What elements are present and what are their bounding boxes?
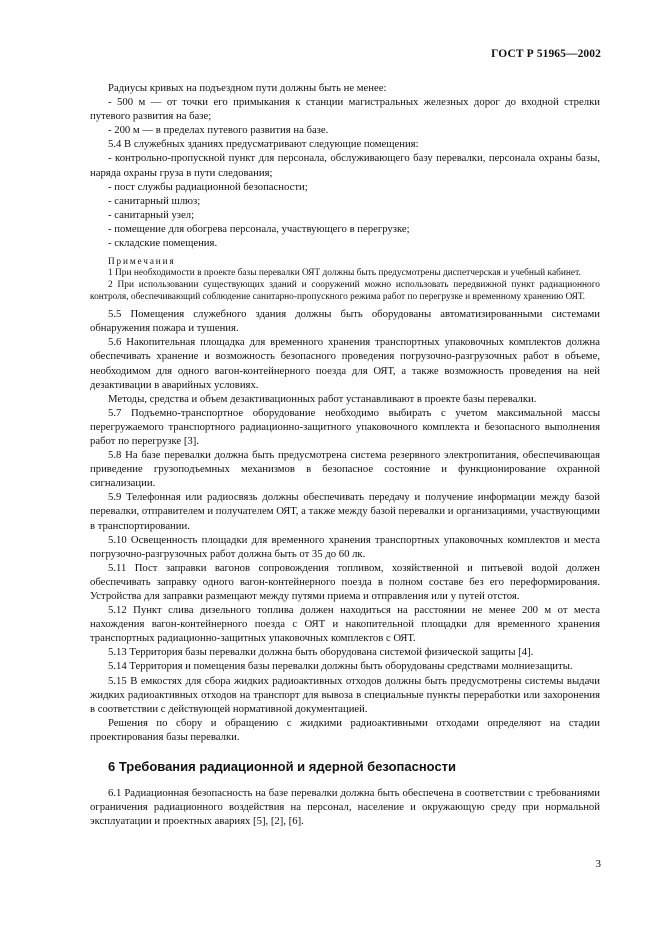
list-item: - 500 м — от точки его примыкания к станции магистральных железных дорог до входной стрелки путевого развития на базе; bbox=[90, 96, 600, 123]
paragraph: 5.5 Помещения служебного здания должны быть оборудованы автоматизированными системами обнаружения пожара и тушения. bbox=[90, 308, 600, 335]
list-item: - 200 м — в пределах путевого развития на базе. bbox=[108, 124, 329, 137]
paragraph: 5.12 Пункт слива дизельного топлива должен находиться на расстоянии не менее 200 м от места нахождения вагон-контейнерного поезда с ОЯТ и накопительной площадки для временного хранения транспортных радиационно-защитных упаковочных комплектов с ОЯТ. bbox=[90, 604, 600, 645]
list-item: - пост службы радиационной безопасности; bbox=[108, 180, 308, 193]
paragraph: Методы, средства и объем дезактивационных работ устанавливают в проекте базы перевалки. bbox=[108, 392, 537, 405]
paragraph: 5.4 В служебных зданиях предусматривают следующие помещения: bbox=[108, 138, 419, 151]
note-item: 2 При использовании существующих зданий и сооружений можно использовать передвижной пункт радиационного контроля, обеспечивающий соблюдение санитарно-пропускного режима работ по перегрузке и временному хранению ОЯТ. bbox=[90, 280, 600, 303]
notes-title: Примечания bbox=[108, 256, 176, 267]
paragraph: 5.15 В емкостях для сбора жидких радиоактивных отходов должны быть предусмотрены системы выдачи жидких радиоактивных отходов на транспорт для вывоза в специальные пункты переработки или захоронения в соответствии с действующей нормативной документацией. bbox=[90, 674, 600, 715]
paragraph: Радиусы кривых на подъездном пути должны быть не менее: bbox=[108, 82, 387, 94]
paragraph: 5.8 На базе перевалки должна быть предусмотрена система резервного электропитания, обеспечивающая приведение грузоподъемных механизмов в безопасное состояние и функционирование охранной сигнализации. bbox=[90, 449, 600, 490]
paragraph: 5.6 Накопительная площадка для временного хранения транспортных упаковочных комплектов должна обеспечивать хранение и возможность безопасного проведения погрузочно-разгрузочных работ в объеме, необходимом для одного вагон-контейнерного поезда для ОЯТ, а также возможность проведения на ней дезактивации в аварийных условиях. bbox=[90, 336, 600, 391]
paragraph: Решения по сбору и обращению с жидкими радиоактивными отходами определяют на стадии проектирования базы перевалки. bbox=[90, 716, 600, 743]
paragraph: 5.14 Территория и помещения базы перевалки должны быть оборудованы средствами молниезащиты. bbox=[108, 660, 573, 673]
list-item: - помещение для обогрева персонала, участвующего в перегрузке; bbox=[108, 222, 410, 235]
page-number: 3 bbox=[595, 858, 601, 870]
paragraph: 6.1 Радиационная безопасность на базе перевалки должна быть обеспечена в соответствии с требованиями ограничения радиационного воздействия на персонал, население и окружающую среду при нормальной эксплуатации и проектных авариях [5], [2], [6]. bbox=[90, 787, 600, 828]
list-item: - санитарный шлюз; bbox=[108, 194, 201, 207]
document-body bbox=[90, 81, 600, 828]
list-item: - контрольно-пропускной пункт для персонала, обслуживающего базу перевалки, персонала охраны базы, наряда охраны груза в пути следования; bbox=[90, 152, 600, 179]
list-item: - санитарный узел; bbox=[108, 208, 195, 221]
note-item: 1 При необходимости в проекте базы перевалки ОЯТ должны быть предусмотрены диспетчерская и учебный кабинет. bbox=[108, 268, 581, 279]
list-item: - складские помещения. bbox=[108, 237, 218, 250]
paragraph: 5.13 Территория базы перевалки должна быть оборудована системой физической защиты [4]. bbox=[108, 646, 534, 659]
section-heading: 6 Требования радиационной и ядерной безопасности bbox=[108, 759, 457, 775]
paragraph: 5.9 Телефонная или радиосвязь должны обеспечивать передачу и получение информации между базой перевалки, отправителем и получателем ОЯТ, а также между базой перевалки и организациями, участвующими в транспортировании. bbox=[90, 491, 600, 532]
document-code-header: ГОСТ Р 51965—2002 bbox=[491, 48, 601, 60]
paragraph: 5.7 Подъемно-транспортное оборудование необходимо выбирать с учетом максимальной массы перегружаемого транспортного радиационно-защитного упаковочного комплекта и безопасного выполнения работ по перегрузке [3]. bbox=[90, 406, 600, 447]
paragraph: 5.11 Пост заправки вагонов сопровождения топливом, хозяйственной и питьевой водой должен обеспечивать заправку одного вагон-контейнерного поезда в полном составе без его переформирования. Устройства для заправки размещают между путями приема и отправления или у путей отстоя. bbox=[90, 561, 600, 602]
paragraph: 5.10 Освещенность площадки для временного хранения транспортных упаковочных комплектов и места погрузочно-разгрузочных работ должна быть от 35 до 60 лк. bbox=[90, 533, 600, 560]
